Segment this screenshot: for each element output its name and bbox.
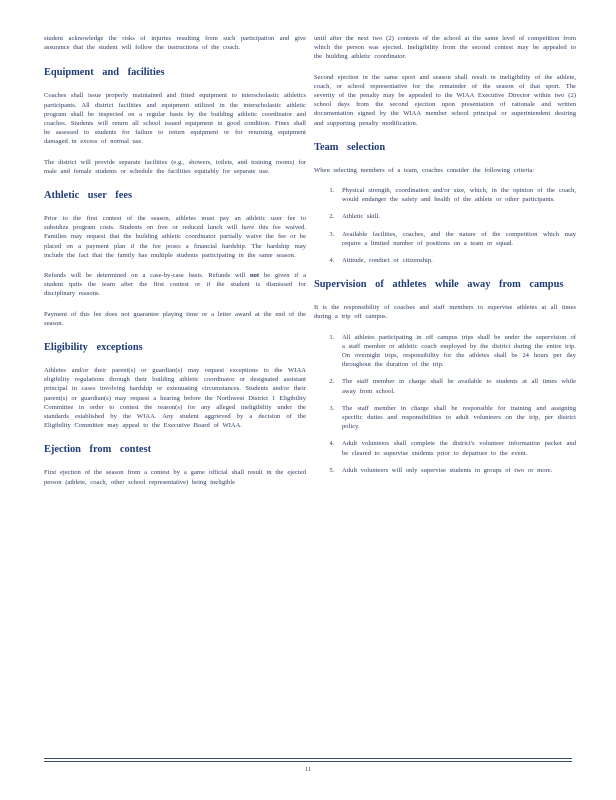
intro-paragraph: student acknowledge the risks of injuries resulting from such participation and give assurance that the student will follow the instructions of the coach.: [44, 35, 306, 52]
fees-paragraph-1: Prior to the first contest of the season, athletes must pay an athletic user fee to subsidize program costs. Students on free or reduced lunch will have this fee waived. Families may request that the building athletic coordinator partially waive the fee or be placed on a payment plan if the fee poses a financial hardship. The hardship may include the fact that the family has multiple students participating in the same season.: [44, 215, 306, 259]
ejection-paragraph: First ejection of the season from a contest by a game official shall result in the ejected person (athlete, coach, other school representative) being ineligible: [44, 469, 306, 486]
left-column: [44, 34, 306, 498]
supervision-list: [314, 333, 576, 475]
list-item: 5. Adult volunteers will only supervise students in groups of two or more.: [338, 466, 576, 475]
team-selection-paragraph: When selecting members of a team, coaches consider the following criteria:: [314, 166, 535, 174]
list-item: 2. The staff member in charge shall be available to students at all times while away from school.: [338, 377, 576, 395]
supervision-heading: Supervision of athletes while away from campus: [314, 279, 564, 291]
list-item: 3. Available facilities, coaches, and the nature of the competition which may require a limited number of positions on a team or squad.: [338, 230, 576, 248]
equipment-paragraph-2: The district will provide separate facilities (e.g., showers, toilets, and training rooms) for male and female students or schedule the facilities equitably for separate use.: [44, 158, 306, 175]
fees-refund-emphasis: not: [249, 272, 260, 280]
list-item: 1. All athletes participating in off campus trips shall be under the supervision of a staff member or athletic coach employed by the district during the entire trip. On overnight trips, responsibility for the athletes shall be 24 hours per day throughout the duration of the trip.: [338, 333, 576, 370]
list-item: 4. Attitude, conduct or citizenship.: [338, 256, 576, 265]
second-ejection-paragraph: Second ejection in the same sport and season shall result in ineligibility of the athlete, coach, or school representative for the remainder of the season of that sport. The severity of the penalty may be appealed to the WIAA Executive Director within two (2) school days from the second ejection upon presentation of rationale and written documentation signed by the WIAA member school principal or superintendent desiring and supporting penalty modification.: [314, 73, 576, 127]
equipment-heading: Equipment and facilities: [44, 67, 165, 79]
supervision-paragraph: It is the responsibility of coaches and staff members to supervise athletes at all times during a trip off campus.: [314, 304, 576, 321]
fees-refund-text-b: be given if a student quits the team after the first contest or if the student is dismissed for disciplinary reasons.: [44, 272, 306, 298]
footer-divider-bottom: [44, 761, 572, 762]
ejection-heading: Ejection from contest: [44, 444, 152, 456]
fees-paragraph-2: [44, 271, 306, 299]
eligibility-heading: Eligibility exceptions: [44, 342, 143, 354]
ejection-continued-paragraph: until after the next two (2) contests of the school at the same level of competition from which the person was ejected. Ineligibility from the second contest may be appealed to the building athletic coordinator.: [314, 35, 576, 61]
footer-divider-top: [44, 758, 572, 759]
equipment-paragraph-1: Coaches shall issue properly maintained and fitted equipment to interscholastic athletics participants. All district facilities and equipment utilized in the interscholastic athletic program shall be inspected on a regular basis by the building athletic coordinator and coaches. Students will return all school issued equipment in good condition. Fines shall be assessed to students for failure to return equipment or for returning equipment damaged in excess of normal use.: [44, 92, 306, 146]
fees-paragraph-3: Payment of this fee does not guarantee playing time or a letter award at the end of the season.: [44, 310, 306, 327]
team-selection-heading: Team selection: [314, 141, 386, 153]
fees-heading: Athletic user fees: [44, 190, 132, 202]
eligibility-paragraph: Athletes and/or their parent(s) or guardian(s) may request exceptions to the WIAA eligibility regulations through their building athletic coordinator or designated assistant principal in cases involving hardship or extenuating circumstances. Students and/or their parent(s) or guardian(s) may request a hearing before the Northwest District 1 Eligibility Committee in order to contest the reason(s) for any alleged ineligibility under the standards established by the WIAA. Any student aggrieved by a decision of the Eligibility Committee may appeal to the Executive Board of WIAA.: [44, 367, 306, 430]
list-item: 1. Physical strength, coordination and/or size, which, in the opinion of the coach, would endanger the safety and health of the athlete or other participants.: [338, 186, 576, 204]
list-item: 4. Adult volunteers shall complete the district's volunteer information packet and be cleared to supervise students prior to departure to the event.: [338, 439, 576, 457]
right-column: [314, 34, 576, 483]
fees-refund-text-a: Refunds will be determined on a case-by-case basis. Refunds will: [44, 272, 250, 280]
team-criteria-list: [314, 186, 576, 265]
list-item: 2. Athletic skill.: [338, 212, 576, 221]
list-item: 3. The staff member in charge shall be responsible for training and assigning specific duties and responsibilities to adult volunteers on the trip, per district policy.: [338, 404, 576, 432]
page-number: 11: [304, 766, 312, 773]
